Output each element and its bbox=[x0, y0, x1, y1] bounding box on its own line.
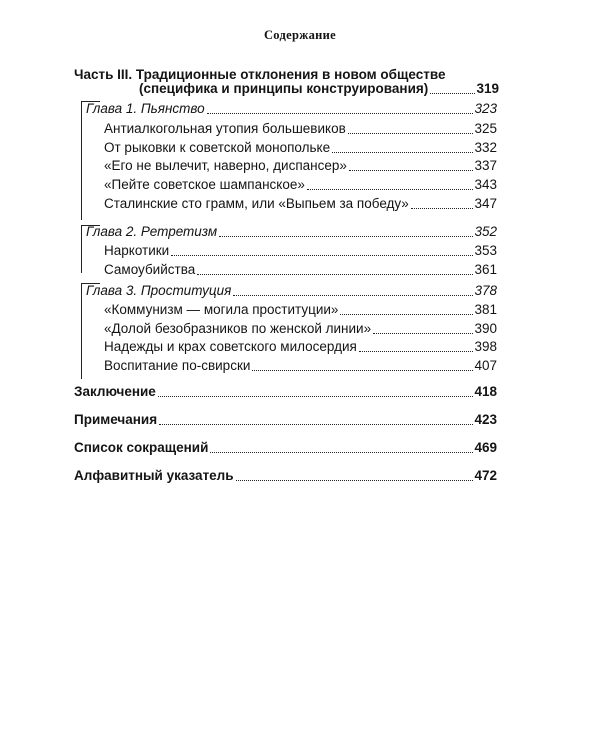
toc-entry-page: 361 bbox=[474, 262, 497, 277]
toc-entry-title: Примечания bbox=[74, 412, 158, 427]
toc-entry-page: 472 bbox=[474, 468, 497, 483]
toc-entry-abbreviations[interactable] bbox=[74, 439, 497, 457]
toc-entry-title: Глава 1. Пьянство bbox=[86, 101, 205, 116]
dot-leader bbox=[359, 351, 474, 352]
chapter-bracket bbox=[81, 101, 100, 220]
toc-entry-page: 347 bbox=[474, 196, 497, 211]
toc-entry-title: «Его не вылечит, наверно, диспансер» bbox=[104, 158, 347, 173]
page-title: Содержание bbox=[263, 28, 336, 42]
toc-entry-title: Глава 3. Проституция bbox=[86, 283, 232, 298]
toc-entry-title: (специфика и принципы конструирования) bbox=[139, 81, 429, 96]
toc-entry-chapter-3[interactable] bbox=[86, 282, 497, 300]
toc-entry-page: 407 bbox=[474, 358, 497, 373]
dot-leader bbox=[373, 333, 473, 334]
toc-entry-title: Алфавитный указатель bbox=[74, 468, 234, 483]
toc-entry-title: Наркотики bbox=[104, 243, 170, 258]
toc-entry-page: 323 bbox=[474, 101, 497, 116]
toc-entry-title: Самоубийства bbox=[104, 262, 196, 277]
toc-entry-page: 325 bbox=[474, 121, 497, 136]
toc-entry-title: Антиалкогольная утопия большевиков bbox=[104, 121, 346, 136]
toc-entry-title: Воспитание по-свирски bbox=[104, 358, 251, 373]
dot-leader bbox=[197, 274, 473, 275]
toc-entry-part-3[interactable] bbox=[139, 80, 499, 98]
toc-entry-title: Надежды и крах советского милосердия bbox=[104, 339, 357, 354]
toc-entry-section[interactable] bbox=[104, 139, 497, 157]
dot-leader bbox=[349, 170, 474, 171]
toc-entry-page: 390 bbox=[474, 321, 497, 336]
toc-entry-page: 337 bbox=[474, 158, 497, 173]
toc-entry-title: От рыковки к советской монопольке bbox=[104, 140, 331, 155]
toc-entry-section[interactable] bbox=[104, 301, 497, 319]
toc-entry-index[interactable] bbox=[74, 467, 497, 485]
toc-entry-page: 343 bbox=[474, 177, 497, 192]
dot-leader bbox=[158, 396, 474, 397]
toc-entry-section[interactable] bbox=[104, 357, 497, 375]
dot-leader bbox=[430, 93, 475, 94]
toc-entry-section[interactable] bbox=[104, 242, 497, 260]
dot-leader bbox=[233, 295, 473, 296]
dot-leader bbox=[411, 208, 474, 209]
toc-entry-page: 378 bbox=[474, 283, 497, 298]
toc-entry-title: «Долой безобразников по женской линии» bbox=[104, 321, 372, 336]
dot-leader bbox=[252, 370, 473, 371]
dot-leader bbox=[307, 189, 474, 190]
toc-entry-section[interactable] bbox=[104, 320, 497, 338]
part-title-line1: Часть III. Традиционные отклонения в новом обществе bbox=[74, 67, 446, 82]
toc-entry-chapter-2[interactable] bbox=[86, 223, 497, 241]
toc-entry-page: 381 bbox=[474, 302, 497, 317]
dot-leader bbox=[332, 152, 473, 153]
toc-entry-page: 319 bbox=[476, 81, 499, 96]
toc-entry-page: 423 bbox=[474, 412, 497, 427]
dot-leader bbox=[159, 424, 473, 425]
toc-entry-title: Заключение bbox=[74, 384, 156, 399]
toc-entry-page: 332 bbox=[474, 140, 497, 155]
toc-entry-page: 469 bbox=[474, 440, 497, 455]
toc-entry-section[interactable] bbox=[104, 120, 497, 138]
dot-leader bbox=[348, 133, 474, 134]
dot-leader bbox=[207, 113, 474, 114]
toc-entry-page: 353 bbox=[474, 243, 497, 258]
toc-entry-title: «Пейте советское шампанское» bbox=[104, 177, 305, 192]
toc-entry-chapter-1[interactable] bbox=[86, 100, 497, 118]
toc-entry-notes[interactable] bbox=[74, 411, 497, 429]
dot-leader bbox=[171, 255, 473, 256]
toc-entry-title: Список сокращений bbox=[74, 440, 209, 455]
toc-entry-section[interactable] bbox=[104, 176, 497, 194]
dot-leader bbox=[219, 236, 473, 237]
toc-entry-page: 352 bbox=[474, 224, 497, 239]
dot-leader bbox=[340, 314, 473, 315]
toc-entry-title: «Коммунизм — могила проституции» bbox=[104, 302, 339, 317]
toc-entry-section[interactable] bbox=[104, 195, 497, 213]
toc-entry-title: Сталинские сто грамм, или «Выпьем за победу» bbox=[104, 196, 409, 211]
toc-entry-page: 398 bbox=[474, 339, 497, 354]
dot-leader bbox=[236, 480, 474, 481]
toc-entry-conclusion[interactable] bbox=[74, 383, 497, 401]
toc-entry-title: Глава 2. Ретретизм bbox=[86, 224, 218, 239]
toc-entry-page: 418 bbox=[474, 384, 497, 399]
toc-entry-section[interactable] bbox=[104, 261, 497, 279]
toc-entry-section[interactable] bbox=[104, 338, 497, 356]
toc-entry-section[interactable] bbox=[104, 157, 497, 175]
dot-leader bbox=[210, 452, 473, 453]
